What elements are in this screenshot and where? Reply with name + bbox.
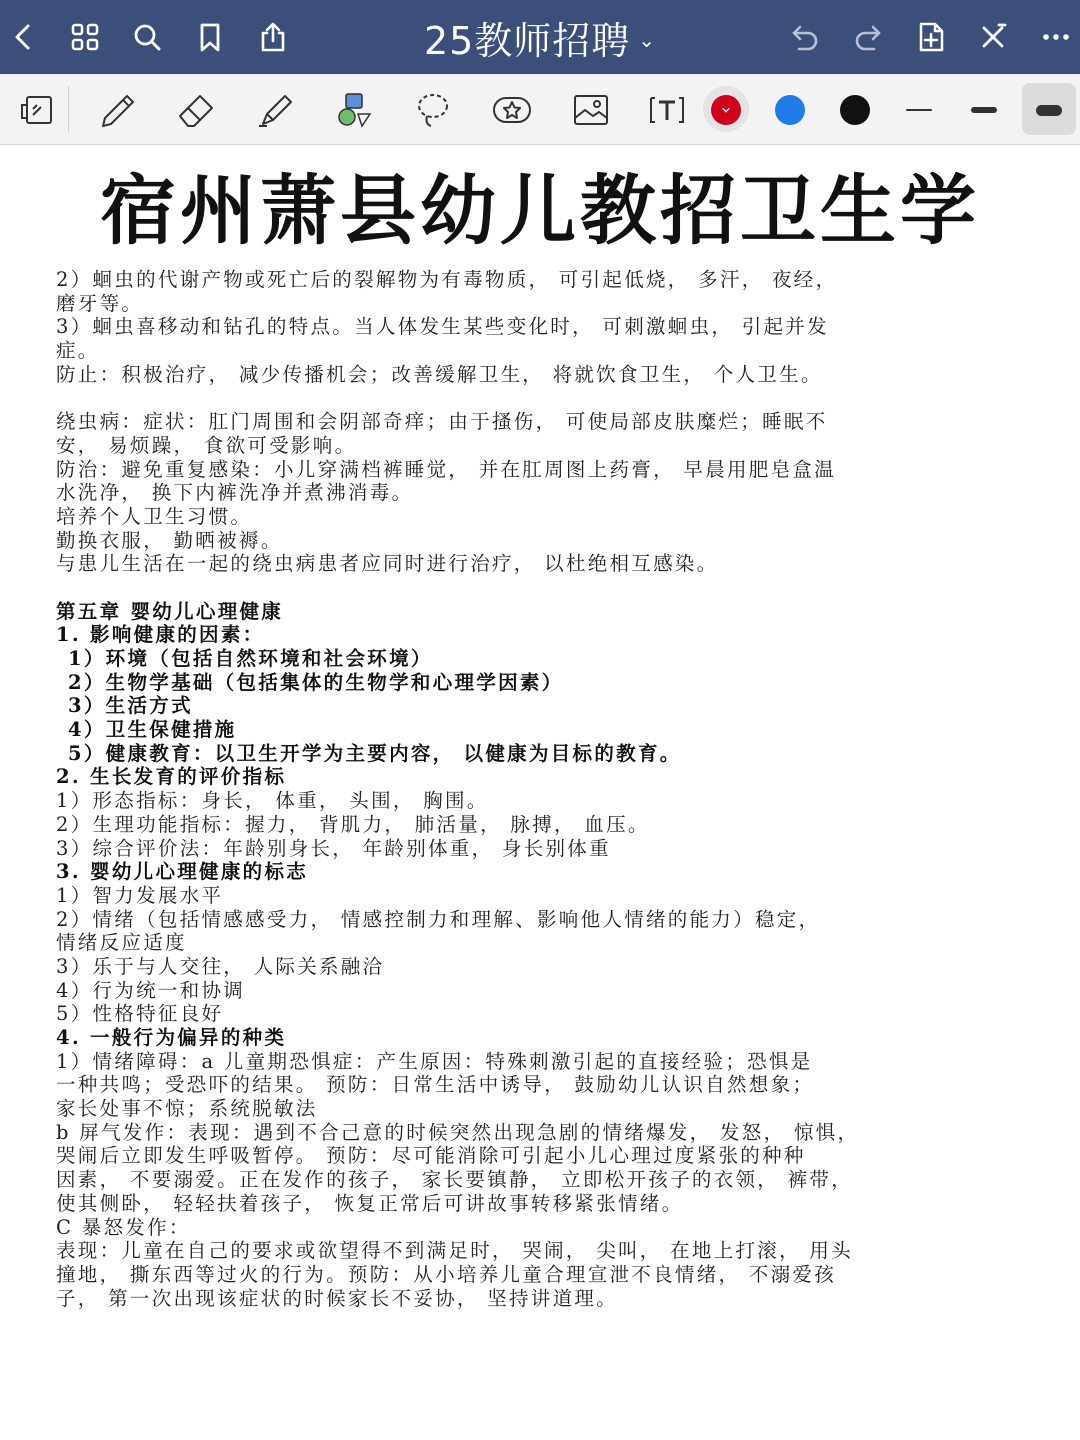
text-line: 因素， 不要溺爱。正在发作的孩子， 家长要镇静， 立即松开孩子的衣领， 裤带， — [56, 1168, 853, 1192]
text-line: 3）综合评价法：年龄别身长， 年龄别体重， 身长别体重 — [56, 836, 611, 860]
text-line: 3）乐于与人交往， 人际关系融洽 — [56, 954, 385, 978]
close-icon[interactable] — [969, 13, 1017, 61]
text-line: 安， 易烦躁， 食欲可受影响。 — [56, 433, 357, 457]
text-line: 绕虫病：症状：肛门周围和会阴部奇痒；由于搔伤， 可使局部皮肤糜烂；睡眠不 — [56, 410, 828, 434]
text-line: 3）生活方式 — [68, 694, 193, 718]
blank-line — [56, 386, 976, 410]
text-line: 一种共鸣；受恐吓的结果。 预防：日常生活中诱导， 鼓励幼儿认识自然想象； — [56, 1073, 815, 1097]
bookmark-icon[interactable] — [186, 13, 234, 61]
text-line: 3）蛔虫喜移动和钻孔的特点。当人体发生某些变化时， 可刺激蛔虫， 引起并发 — [56, 315, 829, 339]
text-line: 培养个人卫生习惯。 — [56, 504, 253, 528]
stroke-thin-option[interactable] — [894, 85, 944, 135]
search-icon[interactable] — [123, 13, 171, 61]
toolbar-divider — [68, 86, 69, 132]
text-line: b 屏气发作：表现：遇到不合己意的时候突然出现急剧的情绪爆发， 发怒， 惊惧， — [56, 1120, 860, 1144]
text-line: 第五章 婴幼儿心理健康 — [56, 599, 284, 623]
text-line: 防止：积极治疗， 减少传播机会；改善缓解卫生， 将就饮食卫生， 个人卫生。 — [56, 362, 823, 386]
back-icon[interactable] — [0, 13, 48, 61]
text-line: 撞地， 撕东西等过火的行为。预防：从小培养儿童合理宣泄不良情绪， 不溺爱孩 — [56, 1262, 836, 1286]
text-line: 勤换衣服， 勤晒被褥。 — [56, 528, 283, 552]
text-line: 2）生理功能指标：握力， 背肌力， 肺活量， 脉搏， 血压。 — [56, 812, 650, 836]
share-icon[interactable] — [249, 13, 297, 61]
text-line: 2. 生长发育的评价指标 — [56, 765, 287, 789]
text-line: 1）情绪障碍：a 儿童期恐惧症：产生原因：特殊刺激引起的直接经验；恐惧是 — [56, 1049, 813, 1073]
text-line: 家长处事不惊；系统脱敏法 — [56, 1097, 318, 1121]
text-line: 表现：儿童在自己的要求或欲望得不到满足时， 哭闹， 尖叫， 在地上打滚， 用头 — [56, 1239, 853, 1263]
text-icon[interactable] — [642, 85, 692, 135]
text-line: 1）智力发展水平 — [56, 883, 224, 907]
document-body — [56, 268, 976, 1310]
text-line: 使其侧卧， 轻轻扶着孩子， 恢复正常后可讲故事转移紧张情绪。 — [56, 1191, 684, 1215]
text-line: 症。 — [56, 339, 100, 363]
text-line: 5）性格特征良好 — [56, 1002, 224, 1026]
text-line: 磨牙等。 — [56, 291, 144, 315]
top-bar — [0, 0, 1080, 74]
page-view-icon[interactable] — [13, 85, 63, 135]
shapes-icon[interactable] — [329, 85, 379, 135]
text-line: 2）生物学基础（包括集体的生物学和心理学因素） — [68, 670, 564, 694]
stroke-medium-option[interactable] — [959, 85, 1009, 135]
text-line: 3. 婴幼儿心理健康的标志 — [56, 860, 309, 884]
document-title-menu[interactable] — [340, 0, 740, 74]
text-line: 防治：避免重复感染：小儿穿满档裤睡觉， 并在肛周图上药膏， 早晨用肥皂盒温 — [56, 457, 836, 481]
color-black-swatch[interactable] — [830, 85, 880, 135]
page-title: 宿州萧县幼儿教招卫生学 — [100, 166, 980, 255]
pen-icon[interactable] — [92, 85, 142, 135]
undo-icon[interactable] — [781, 13, 829, 61]
text-line: 水洗净， 换下内裤洗净并煮沸消毒。 — [56, 481, 414, 505]
text-line: 2）情绪（包括情感感受力， 情感控制力和理解、影响他人情绪的能力）稳定， — [56, 907, 821, 931]
text-line: 1. 影响健康的因素： — [56, 623, 265, 647]
text-line: 2）蛔虫的代谢产物或死亡后的裂解物为有毒物质， 可引起低烧， 多汗， 夜经， — [56, 268, 838, 291]
chevron-down-icon: ⌄ — [638, 28, 657, 52]
color-red-swatch[interactable] — [701, 85, 751, 135]
chevron-down-icon — [721, 105, 731, 115]
more-icon[interactable] — [1032, 13, 1080, 61]
text-line: C 暴怒发作： — [56, 1215, 191, 1239]
lasso-icon[interactable] — [408, 85, 458, 135]
text-line: 4）行为统一和协调 — [56, 978, 246, 1002]
text-line: 哭闹后立即发生呼吸暂停。 预防：尽可能消除可引起小儿心理过度紧张的种种 — [56, 1144, 806, 1168]
text-line: 4. 一般行为偏异的种类 — [56, 1026, 287, 1049]
text-line: 情绪反应适度 — [56, 931, 187, 955]
annotation-toolbar — [0, 74, 1080, 145]
text-line: 1）环境（包括自然环境和社会环境） — [68, 647, 433, 670]
text-line: 与患儿生活在一起的绕虫病患者应同时进行治疗， 以杜绝相互感染。 — [56, 552, 719, 576]
text-line: 1）形态指标：身长， 体重， 头围， 胸围。 — [56, 789, 489, 813]
sticker-icon[interactable] — [487, 85, 537, 135]
eraser-icon[interactable] — [171, 85, 221, 135]
color-blue-swatch[interactable] — [765, 85, 815, 135]
grid-icon[interactable] — [61, 13, 109, 61]
stroke-thick-option[interactable] — [1024, 85, 1074, 135]
document-page — [0, 145, 1080, 1440]
app-title: 25教师招聘 — [423, 18, 631, 63]
text-line: 子， 第一次出现该症状的时候家长不妥协， 坚持讲道理。 — [56, 1286, 618, 1310]
image-icon[interactable] — [566, 85, 616, 135]
text-line: 4）卫生保健措施 — [68, 718, 237, 742]
redo-icon[interactable] — [844, 13, 892, 61]
blank-line — [56, 576, 976, 600]
add-page-icon[interactable] — [907, 13, 955, 61]
highlighter-icon[interactable] — [250, 85, 300, 135]
text-line: 5）健康教育：以卫生开学为主要内容， 以健康为目标的教育。 — [68, 741, 682, 765]
